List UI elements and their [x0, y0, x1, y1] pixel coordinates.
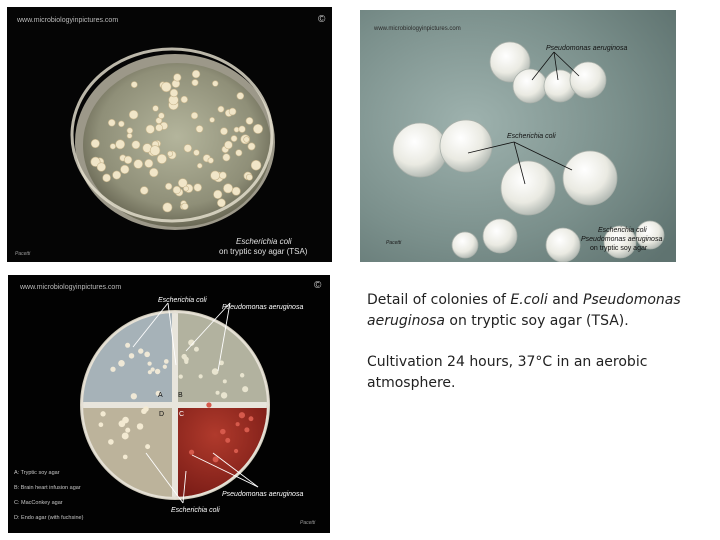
quadrant-label-a: A — [158, 392, 163, 399]
watermark-text: www.microbiologyinpictures.com — [17, 17, 119, 24]
photo-quadrant-plate — [8, 275, 330, 533]
colony — [194, 184, 202, 192]
colony — [253, 124, 262, 133]
colony — [103, 174, 111, 182]
colony — [217, 199, 225, 207]
colony — [123, 455, 128, 460]
colony — [223, 184, 232, 193]
colony — [181, 354, 186, 359]
colony — [208, 158, 214, 164]
photographer-signature: Pacetti — [15, 251, 31, 257]
colony — [147, 362, 151, 366]
colony — [116, 140, 125, 149]
label-pseudomonas: Pseudomonas aeruginosa — [546, 45, 628, 52]
colony — [210, 117, 215, 122]
colony — [244, 427, 249, 432]
colony — [239, 126, 246, 133]
colony — [110, 144, 116, 150]
caption-description: Detail of colonies of E.coli and Pseudomonas aeruginosa on tryptic soy agar (TSA). — [367, 292, 681, 329]
label-ecoli-bottom: Escherichia coli — [171, 507, 220, 514]
colony — [513, 69, 547, 103]
colony — [149, 168, 158, 177]
colony — [181, 96, 188, 103]
colony — [127, 133, 132, 138]
colony — [156, 124, 163, 131]
photographer-signature: Pacetti — [386, 240, 402, 246]
colony — [191, 112, 198, 119]
quadrant-plate-image — [8, 275, 330, 533]
colony — [129, 353, 134, 358]
colony — [225, 438, 230, 443]
colony — [199, 374, 203, 378]
colony — [182, 203, 189, 210]
colony — [236, 422, 240, 426]
legend-item: B: Brain heart infusion agar — [14, 485, 81, 491]
colony — [118, 121, 124, 127]
photo-caption-medium: on tryptic soy agar (TSA) — [219, 247, 308, 256]
colony — [132, 141, 140, 149]
colony — [144, 352, 150, 358]
colony — [216, 391, 220, 395]
colony — [127, 128, 133, 134]
slide-caption — [367, 290, 697, 394]
colony — [173, 186, 181, 194]
colony — [134, 160, 143, 169]
colony — [251, 160, 261, 170]
colony — [192, 70, 200, 78]
colony — [192, 79, 198, 85]
colony — [183, 186, 188, 191]
quadrant-label-b: B — [178, 392, 183, 399]
colony-detail-image — [360, 10, 676, 262]
label-pseudomonas-top: Pseudomonas aeruginosa — [222, 304, 304, 311]
colony — [196, 125, 203, 132]
label-pseudomonas-bottom: Pseudomonas aeruginosa — [222, 491, 304, 498]
colony — [194, 347, 199, 352]
colony — [223, 154, 230, 161]
colony — [97, 163, 106, 172]
colony — [150, 146, 160, 156]
colony — [129, 110, 138, 119]
colony — [239, 412, 245, 418]
quadrant-label-c: C — [179, 411, 185, 418]
colony — [179, 374, 183, 378]
colony — [99, 422, 104, 427]
watermark-text: www.microbiologyinpictures.com — [20, 284, 122, 291]
colony — [125, 343, 130, 348]
colony — [164, 359, 169, 364]
colony — [131, 82, 137, 88]
colony — [234, 127, 239, 132]
colony — [244, 137, 250, 143]
colony — [184, 360, 188, 364]
photo-caption-line-3: on tryptic soy agar — [590, 245, 648, 252]
colony — [146, 125, 155, 134]
colony — [118, 360, 125, 367]
media-legend — [14, 470, 84, 521]
colony — [165, 183, 172, 190]
colony — [212, 368, 219, 375]
photo-caption-line-1: Escherichia coli — [598, 227, 647, 234]
colony — [440, 120, 492, 172]
colony — [546, 228, 580, 262]
photographer-signature: Pacetti — [300, 520, 316, 526]
colony — [218, 106, 224, 112]
photo-ecoli-tsa — [7, 7, 332, 262]
colony — [124, 156, 132, 164]
petri-dish-image — [7, 7, 332, 262]
legend-item: D: Endo agar (with fuchsine) — [14, 515, 84, 521]
colony — [161, 82, 171, 92]
photo-caption-organism: Escherichia coli — [236, 237, 292, 246]
colony — [452, 232, 478, 258]
colony — [100, 411, 105, 416]
colony — [131, 393, 137, 399]
colony — [151, 367, 155, 371]
colony — [220, 429, 226, 435]
colony — [246, 174, 252, 180]
colony — [223, 379, 227, 383]
colony — [483, 219, 517, 253]
quadrant-label-d: D — [159, 411, 165, 418]
colony — [155, 369, 160, 374]
colony — [153, 105, 159, 111]
colony — [193, 150, 199, 156]
colony — [221, 392, 227, 398]
colony — [125, 428, 130, 433]
colony — [220, 128, 227, 135]
colony — [145, 444, 150, 449]
colony — [211, 171, 220, 180]
colony — [242, 386, 248, 392]
colony — [121, 165, 130, 174]
colony — [570, 62, 606, 98]
colony — [110, 367, 115, 372]
label-ecoli: Escherichia coli — [507, 133, 556, 140]
colony — [246, 117, 253, 124]
colony — [163, 203, 172, 212]
colony — [563, 151, 617, 205]
colony — [240, 373, 244, 377]
colony — [248, 143, 255, 150]
colony — [158, 113, 164, 119]
colony — [138, 348, 143, 353]
copyright-symbol: © — [318, 14, 326, 25]
colony — [232, 187, 240, 195]
colony — [122, 417, 129, 424]
colony — [249, 416, 254, 421]
colony — [122, 433, 129, 440]
colony — [108, 119, 115, 126]
colony — [501, 161, 555, 215]
colony — [140, 187, 148, 195]
colony — [174, 74, 182, 82]
colony — [91, 139, 99, 147]
colony — [231, 135, 237, 141]
legend-item: A: Tryptic soy agar — [14, 470, 60, 476]
colony — [143, 406, 149, 412]
colony — [229, 108, 236, 115]
colony — [145, 159, 153, 167]
colony — [163, 365, 167, 369]
colony — [219, 172, 226, 179]
colony — [206, 402, 211, 407]
colony — [234, 449, 238, 453]
colony — [393, 123, 447, 177]
organism-name: E.coli — [510, 292, 548, 308]
label-ecoli-top: Escherichia coli — [158, 297, 207, 304]
copyright-symbol: © — [314, 280, 322, 291]
colony — [113, 171, 121, 179]
colony — [167, 151, 172, 156]
organism-name: Pseudomonas aeruginosa — [367, 292, 681, 329]
photo-caption-line-2: Pseudomonas aeruginosa — [581, 236, 663, 243]
colony — [170, 89, 178, 97]
colony — [224, 141, 232, 149]
watermark-text: www.microbiologyinpictures.com — [374, 26, 461, 32]
legend-item: C: MacConkey agar — [14, 500, 63, 506]
colony — [197, 163, 202, 168]
colony — [236, 150, 242, 156]
caption-conditions: Cultivation 24 hours, 37°C in an aerobic atmosphere. — [367, 354, 648, 391]
colony — [189, 450, 194, 455]
colony — [212, 81, 218, 87]
colony — [213, 456, 219, 462]
colony — [137, 423, 143, 429]
colony — [184, 144, 192, 152]
colony — [108, 439, 114, 445]
colony — [237, 92, 244, 99]
colony — [214, 190, 222, 198]
colony — [157, 154, 166, 163]
photo-colony-detail — [360, 10, 676, 262]
